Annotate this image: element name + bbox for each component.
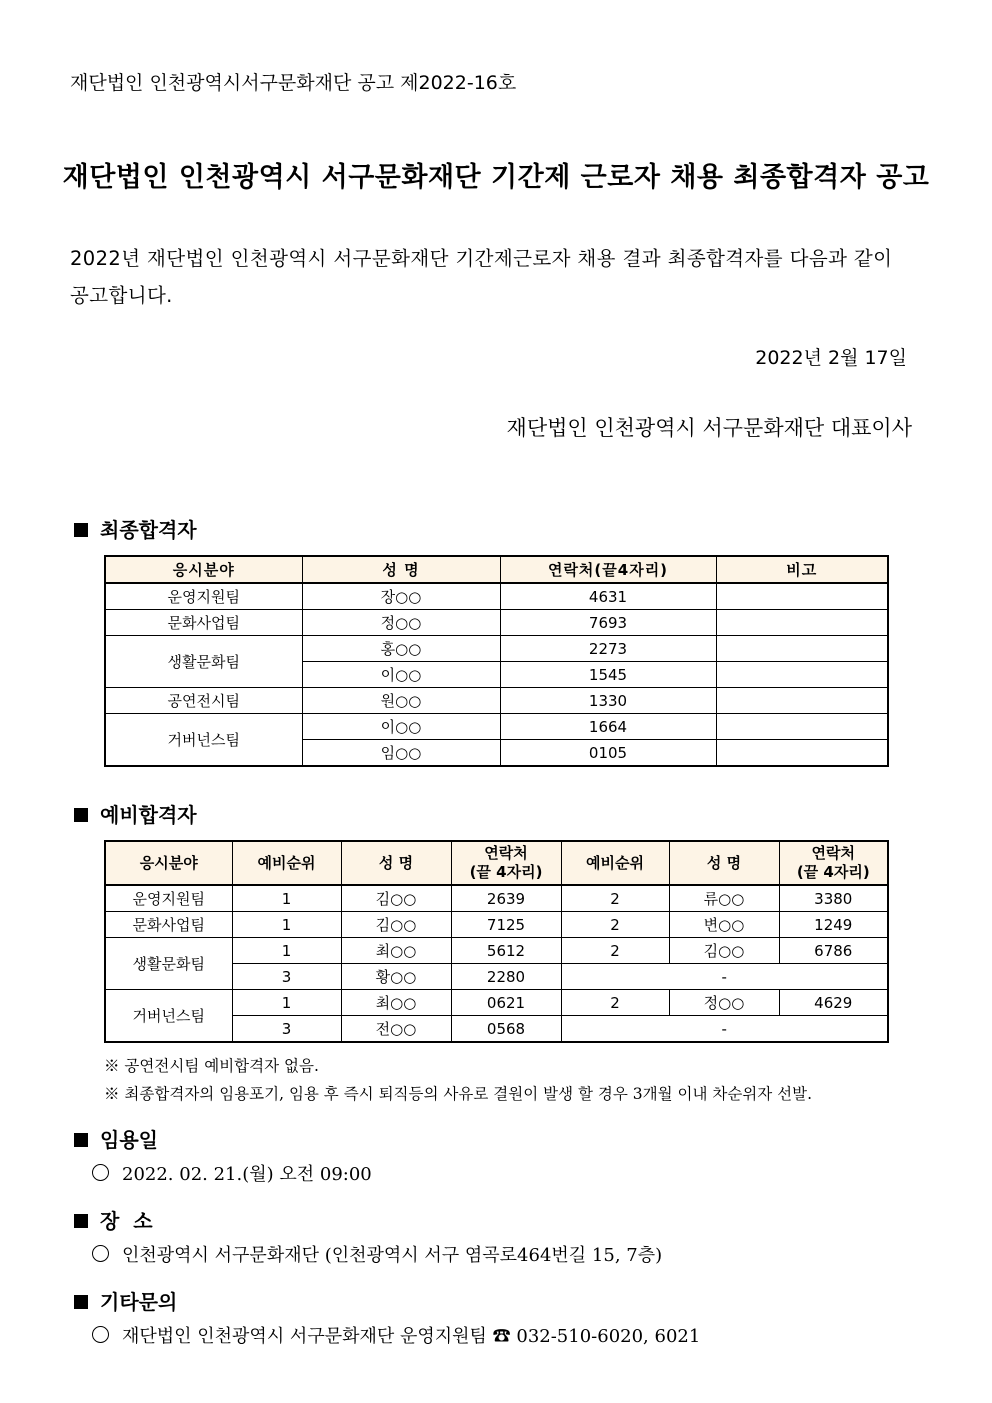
field-cell: 거버넌스팀 <box>105 714 302 767</box>
phone-cell: 4631 <box>500 583 716 610</box>
notice-number: 재단법인 인천광역시서구문화재단 공고 제2022-16호 <box>70 72 517 94</box>
name-cell: 김○○ <box>341 885 451 912</box>
phone-cell: 1664 <box>500 714 716 740</box>
issuer: 재단법인 인천광역시 서구문화재단 대표이사 <box>506 416 912 440</box>
name-cell: 이○○ <box>302 714 500 740</box>
square-bullet-icon <box>74 523 88 537</box>
field-cell: 운영지원팀 <box>105 583 302 610</box>
name-cell: 이○○ <box>302 662 500 688</box>
header-cell: 연락처 (끝 4자리) <box>451 841 561 885</box>
header-cell: 연락처 (끝 4자리) <box>779 841 888 885</box>
square-bullet-icon <box>74 1133 88 1147</box>
table-row <box>105 938 888 964</box>
note-cell <box>716 714 888 740</box>
table-row <box>105 885 888 912</box>
phone-cell: 7693 <box>500 610 716 636</box>
table-row <box>105 688 888 714</box>
square-bullet-icon <box>74 1295 88 1309</box>
rank-cell: 2 <box>561 885 669 912</box>
note-cell <box>716 636 888 662</box>
rank-cell: 3 <box>232 1016 341 1043</box>
circle-bullet-icon <box>92 1164 109 1181</box>
phone-cell: 0621 <box>451 990 561 1016</box>
name-cell: 김○○ <box>669 938 779 964</box>
phone-cell: 7125 <box>451 912 561 938</box>
section-final-heading: 최종합격자 <box>74 514 197 543</box>
field-cell: 운영지원팀 <box>105 885 232 912</box>
name-cell: 장○○ <box>302 583 500 610</box>
phone-cell: 0568 <box>451 1016 561 1043</box>
rank-cell: 1 <box>232 912 341 938</box>
empty-dash-cell: - <box>561 964 888 990</box>
name-cell: 변○○ <box>669 912 779 938</box>
square-bullet-icon <box>74 1214 88 1228</box>
name-cell: 임○○ <box>302 740 500 767</box>
header-cell: 성 명 <box>302 556 500 583</box>
phone-cell: 0105 <box>500 740 716 767</box>
table-header-row <box>105 556 888 583</box>
rank-cell: 1 <box>232 990 341 1016</box>
phone-cell: 2273 <box>500 636 716 662</box>
reserve-note: ※ 공연전시팀 예비합격자 없음. <box>104 1057 319 1075</box>
name-cell: 정○○ <box>302 610 500 636</box>
phone-cell: 2280 <box>451 964 561 990</box>
field-cell: 생활문화팀 <box>105 938 232 990</box>
rank-cell: 1 <box>232 885 341 912</box>
field-cell: 생활문화팀 <box>105 636 302 688</box>
circle-bullet-icon <box>92 1326 109 1343</box>
note-cell <box>716 610 888 636</box>
phone-cell: 3380 <box>779 885 888 912</box>
intro-paragraph: 2022년 재단법인 인천광역시 서구문화재단 기간제근로자 채용 결과 최종합격자를 다음과 같이 공고합니다. <box>70 247 893 307</box>
phone-cell: 2639 <box>451 885 561 912</box>
name-cell: 황○○ <box>341 964 451 990</box>
name-cell: 최○○ <box>341 990 451 1016</box>
table-header-row <box>105 841 888 885</box>
field-cell: 공연전시팀 <box>105 688 302 714</box>
notice-date: 2022년 2월 17일 <box>755 347 907 369</box>
rank-cell: 2 <box>561 938 669 964</box>
note-cell <box>716 662 888 688</box>
header-cell: 성 명 <box>341 841 451 885</box>
rank-cell: 2 <box>561 990 669 1016</box>
name-cell: 최○○ <box>341 938 451 964</box>
place-item: 인천광역시 서구문화재단 (인천광역시 서구 염곡로464번길 15, 7층) <box>92 1241 662 1267</box>
rank-cell: 1 <box>232 938 341 964</box>
phone-cell: 1249 <box>779 912 888 938</box>
field-cell: 문화사업팀 <box>105 912 232 938</box>
note-cell <box>716 688 888 714</box>
section-appointment-heading: 임용일 <box>74 1124 158 1153</box>
rank-cell: 3 <box>232 964 341 990</box>
name-cell: 김○○ <box>341 912 451 938</box>
table-row <box>105 583 888 610</box>
rank-cell: 2 <box>561 912 669 938</box>
header-cell: 성 명 <box>669 841 779 885</box>
appointment-item: 2022. 02. 21.(월) 오전 09:00 <box>92 1160 372 1186</box>
phone-cell: 4629 <box>779 990 888 1016</box>
field-cell: 거버넌스팀 <box>105 990 232 1043</box>
final-table <box>104 555 889 767</box>
document-title: 재단법인 인천광역시 서구문화재단 기간제 근로자 채용 최종합격자 공고 <box>62 162 930 193</box>
circle-bullet-icon <box>92 1245 109 1262</box>
header-cell: 응시분야 <box>105 841 232 885</box>
header-cell: 예비순위 <box>561 841 669 885</box>
field-cell: 문화사업팀 <box>105 610 302 636</box>
section-reserve-heading: 예비합격자 <box>74 799 197 828</box>
header-cell: 연락처(끝4자리) <box>500 556 716 583</box>
note-cell <box>716 583 888 610</box>
header-cell: 예비순위 <box>232 841 341 885</box>
table-row <box>105 610 888 636</box>
name-cell: 정○○ <box>669 990 779 1016</box>
header-cell: 비고 <box>716 556 888 583</box>
table-row <box>105 912 888 938</box>
contact-item: 재단법인 인천광역시 서구문화재단 운영지원팀 ☎ 032-510-6020, 6021 <box>92 1322 700 1348</box>
table-row <box>105 636 888 662</box>
header-cell: 응시분야 <box>105 556 302 583</box>
phone-cell: 6786 <box>779 938 888 964</box>
name-cell: 전○○ <box>341 1016 451 1043</box>
name-cell: 원○○ <box>302 688 500 714</box>
name-cell: 홍○○ <box>302 636 500 662</box>
section-contact-heading: 기타문의 <box>74 1286 177 1315</box>
empty-dash-cell: - <box>561 1016 888 1043</box>
phone-cell: 5612 <box>451 938 561 964</box>
phone-cell: 1330 <box>500 688 716 714</box>
table-row <box>105 714 888 740</box>
section-place-heading: 장 소 <box>74 1205 153 1234</box>
note-cell <box>716 740 888 767</box>
name-cell: 류○○ <box>669 885 779 912</box>
table-row <box>105 990 888 1016</box>
reserve-note: ※ 최종합격자의 임용포기, 임용 후 즉시 퇴직등의 사유로 결원이 발생 할 경우 3개월 이내 차순위자 선발. <box>104 1085 813 1103</box>
square-bullet-icon <box>74 808 88 822</box>
phone-cell: 1545 <box>500 662 716 688</box>
reserve-table <box>104 840 889 1043</box>
